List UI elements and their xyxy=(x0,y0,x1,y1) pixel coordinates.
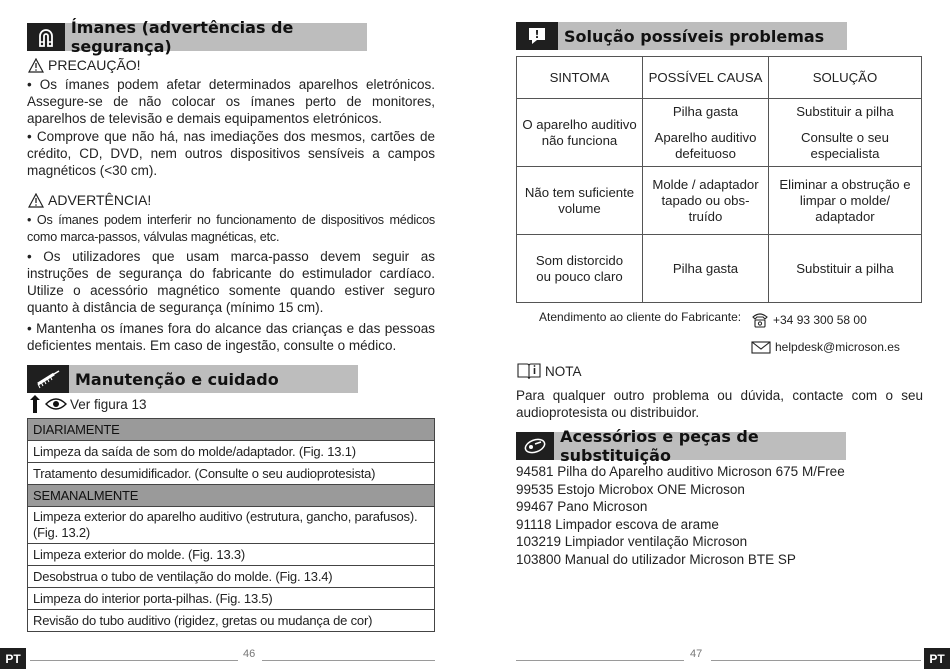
up-arrow-icon xyxy=(28,395,42,413)
maintenance-frequency-header xyxy=(28,419,435,441)
precaution-heading xyxy=(28,57,141,73)
maintenance-cell: Tratamento desumidificador. (Consulte o seu audioprotesista) xyxy=(28,463,435,485)
cause-text: Pilha gasta xyxy=(672,103,739,119)
note-label: NOTA xyxy=(545,363,582,379)
phone-icon xyxy=(751,312,769,328)
email-contact xyxy=(751,340,900,354)
symptom-cell: O aparelho auditivo não funciona xyxy=(517,99,643,167)
accessory-item: 94581 Pilha do Aparelho auditivo Microson 675 M/Free xyxy=(516,464,845,479)
cause-cell: Pilha gasta xyxy=(643,235,769,303)
maintenance-cell: Limpeza exterior do molde. (Fig. 13.3) xyxy=(28,544,435,566)
accessory-item: 103800 Manual do utilizador Microson BTE SP xyxy=(516,551,796,567)
figure-reference xyxy=(28,395,147,413)
maintenance-cell: Limpeza do interior porta-pilhas. (Fig. 13.5) xyxy=(28,588,435,610)
warning-paragraph-2: • Os utilizadores que usam marca-passo devem seguir as instruções de segurança do fabricante do estimulador cardíaco. Utilize o acessório magnético somente quando estiver seguro quanto à distância de segurança (mínimo 15 cm). xyxy=(27,249,435,315)
magnet-icon xyxy=(27,23,65,51)
solution-cell: Substituir a pilha xyxy=(769,235,922,303)
magnets-section-header xyxy=(27,18,367,56)
brush-icon xyxy=(27,365,69,393)
troubleshoot-title: Solução possíveis problemas xyxy=(564,26,825,46)
solution-cell: Eliminar a obstrução e limpar o molde/ adaptador xyxy=(769,167,922,235)
maintenance-row xyxy=(28,441,435,463)
header-cause: POSSÍVEL CAUSA xyxy=(643,57,769,99)
language-badge: PT xyxy=(924,648,950,669)
envelope-icon xyxy=(751,340,771,354)
warning-triangle-icon xyxy=(28,58,44,73)
note-heading xyxy=(517,362,582,380)
maintenance-row xyxy=(28,610,435,632)
customer-service-label: Atendimento ao cliente do Fabricante: xyxy=(539,310,742,324)
book-info-icon xyxy=(517,362,541,380)
magnets-title: Ímanes (advertências de segurança) xyxy=(70,18,294,56)
solution-text: Substituir a pilha xyxy=(796,103,894,119)
maintenance-cell: Limpeza da saída de som do molde/adaptador. (Fig. 13.1) xyxy=(28,441,435,463)
maintenance-section-header xyxy=(27,365,358,393)
footer-divider xyxy=(262,660,435,661)
eye-icon xyxy=(45,397,67,411)
warning-paragraph-1: • Os ímanes podem interferir no funcionamento de dispositivos médicos como marca-passos, válvulas magnéticas, etc. xyxy=(27,213,435,244)
figure-reference-text: Ver figura 13 xyxy=(70,396,147,412)
header-solution: SOLUÇÃO xyxy=(769,57,922,99)
maintenance-cell: DIARIAMENTE xyxy=(28,419,435,441)
maintenance-table xyxy=(27,418,435,632)
warning-label: ADVERTÊNCIA! xyxy=(48,192,152,208)
accessories-title: Acessórios e peças de substituição xyxy=(560,427,759,465)
question-icon xyxy=(516,22,558,50)
maintenance-title: Manutenção e cuidado xyxy=(75,369,279,389)
cause-cell: Molde / adaptador tapado ou obs-truído xyxy=(643,167,769,235)
footer-divider xyxy=(711,660,921,661)
accessories-list xyxy=(516,463,845,568)
warning-paragraph-3: • Mantenha os ímanes fora do alcance das crianças e das pessoas deficientes mentais. Em caso de ingestão, consulte o médico. xyxy=(27,321,435,353)
page-number: 46 xyxy=(243,648,256,660)
warning-triangle-icon xyxy=(28,193,44,208)
maintenance-cell: SEMANALMENTE xyxy=(28,485,435,507)
page-number: 47 xyxy=(690,648,703,660)
solution-text: Consulte o seu especialista xyxy=(801,129,889,161)
accessory-item: 99535 Estojo Microbox ONE Microson xyxy=(516,481,745,497)
accessory-item: 99467 Pano Microson xyxy=(516,499,648,514)
maintenance-row xyxy=(28,463,435,485)
cause-text: Aparelho auditivo defeituoso xyxy=(654,129,757,161)
solution-cell xyxy=(769,99,922,167)
warning-heading xyxy=(28,192,151,208)
symptom-cell: Não tem suficiente volume xyxy=(517,167,643,235)
cause-cell xyxy=(643,99,769,167)
phone-number[interactable]: +34 93 300 58 00 xyxy=(773,313,867,327)
parts-icon xyxy=(516,432,554,460)
maintenance-cell: Revisão do tubo auditivo (rigidez, gretas ou mudança de cor) xyxy=(28,610,435,632)
maintenance-row xyxy=(28,588,435,610)
maintenance-row xyxy=(28,566,435,588)
accessory-item: 103219 Limpiador ventilação Microson xyxy=(516,534,748,549)
note-text: Para qualquer outro problema ou dúvida, contacte com o seu audioprotesista ou distribuidor. xyxy=(516,388,923,420)
maintenance-frequency-header xyxy=(28,485,435,507)
email-address[interactable]: helpdesk@microson.es xyxy=(775,340,900,354)
phone-contact xyxy=(751,312,867,328)
precaution-label: PRECAUÇÃO! xyxy=(48,57,141,73)
accessory-item: 91118 Limpador escova de arame xyxy=(516,516,719,532)
troubleshoot-table xyxy=(516,56,922,303)
precaution-paragraph-1: • Os ímanes podem afetar determinados aparelhos eletrónicos. Assegure-se de não colocar os ímanes perto de monitores, aparelhos de televisão e demais equipamentos eletrónicos. xyxy=(27,77,435,126)
accessories-section-header xyxy=(516,427,846,465)
maintenance-cell: Limpeza exterior do aparelho auditivo (estrutura, gancho, parafusos). (Fig. 13.2) xyxy=(28,507,435,544)
svg-text:!: ! xyxy=(534,28,540,41)
maintenance-cell: Desobstrua o tubo de ventilação do molde. (Fig. 13.4) xyxy=(28,566,435,588)
maintenance-row xyxy=(28,507,435,544)
header-symptom: SINTOMA xyxy=(517,57,643,99)
symptom-cell: Som distorcido ou pouco claro xyxy=(517,235,643,303)
maintenance-row xyxy=(28,544,435,566)
footer-divider xyxy=(30,660,238,661)
footer-divider xyxy=(516,660,684,661)
precaution-paragraph-2: • Comprove que não há, nas imediações dos mesmos, cartões de crédito, CD, DVD, nem outros dispositivos sensíveis a campos magnéticos (<30 cm). xyxy=(27,129,435,178)
language-badge: PT xyxy=(0,648,26,669)
troubleshoot-section-header xyxy=(516,22,847,50)
